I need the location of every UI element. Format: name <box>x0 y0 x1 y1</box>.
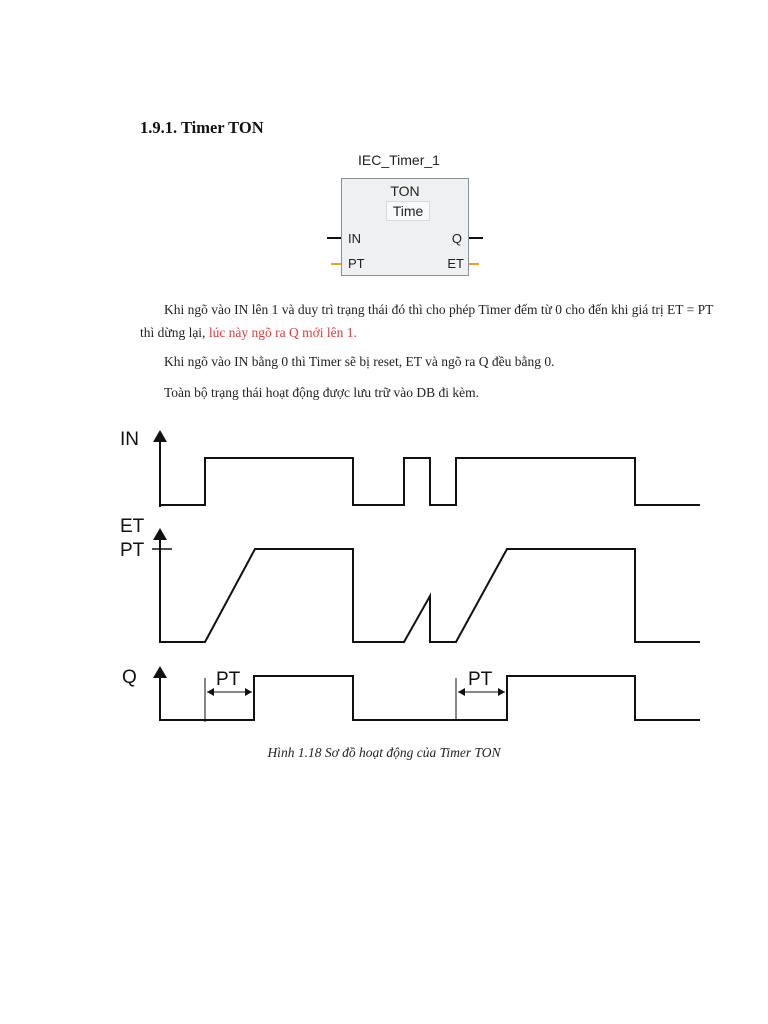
paragraph-reset: Khi ngõ vào IN bằng 0 thì Timer sẽ bị reset, ET và ngõ ra Q đều bằng 0. <box>164 354 555 369</box>
pt-interval-1-label: PT <box>216 669 241 690</box>
timer-type-label: TON <box>390 183 420 199</box>
pin-pt-label: PT <box>348 256 365 271</box>
in-signal-waveform <box>160 458 700 505</box>
in-axis-arrow-icon <box>153 430 167 442</box>
et-signal-waveform <box>160 549 700 642</box>
et-axis-arrow-icon <box>153 528 167 540</box>
pt-interval-1-right-arrow-icon <box>245 688 252 696</box>
q-axis-label: Q <box>122 667 137 688</box>
pin-et-label: ET <box>447 256 464 271</box>
et-axis-label: ET <box>120 516 145 537</box>
pt-interval-1-left-arrow-icon <box>207 688 214 696</box>
pt-interval-2-right-arrow-icon <box>498 688 505 696</box>
timer-instance-name: IEC_Timer_1 <box>358 152 440 168</box>
q-signal-waveform <box>160 676 700 720</box>
paragraph-highlight: lúc này ngõ ra Q mới lên 1. <box>208 325 357 340</box>
q-axis-arrow-icon <box>153 666 167 678</box>
section-heading: 1.9.1. Timer TON <box>140 118 264 137</box>
paragraph-timer-count-text: Khi ngõ vào IN lên 1 và duy trì trạng thái đó thì cho phép Timer đếm từ 0 cho đến khi giá trị ET = PT thì dừng lại, <box>140 302 714 340</box>
timer-time-type[interactable]: Time <box>386 201 430 221</box>
pt-interval-2-label: PT <box>468 669 493 690</box>
paragraph-db-storage: Toàn bộ trạng thái hoạt động được lưu trữ vào DB đi kèm. <box>164 385 479 400</box>
pin-in-label: IN <box>348 231 361 246</box>
in-axis-label: IN <box>120 429 139 450</box>
pin-q-label: Q <box>451 231 462 246</box>
figure-caption: Hình 1.18 Sơ đồ hoạt động của Timer TON <box>267 745 501 760</box>
pt-interval-2-left-arrow-icon <box>458 688 465 696</box>
pt-level-label: PT <box>120 540 145 561</box>
